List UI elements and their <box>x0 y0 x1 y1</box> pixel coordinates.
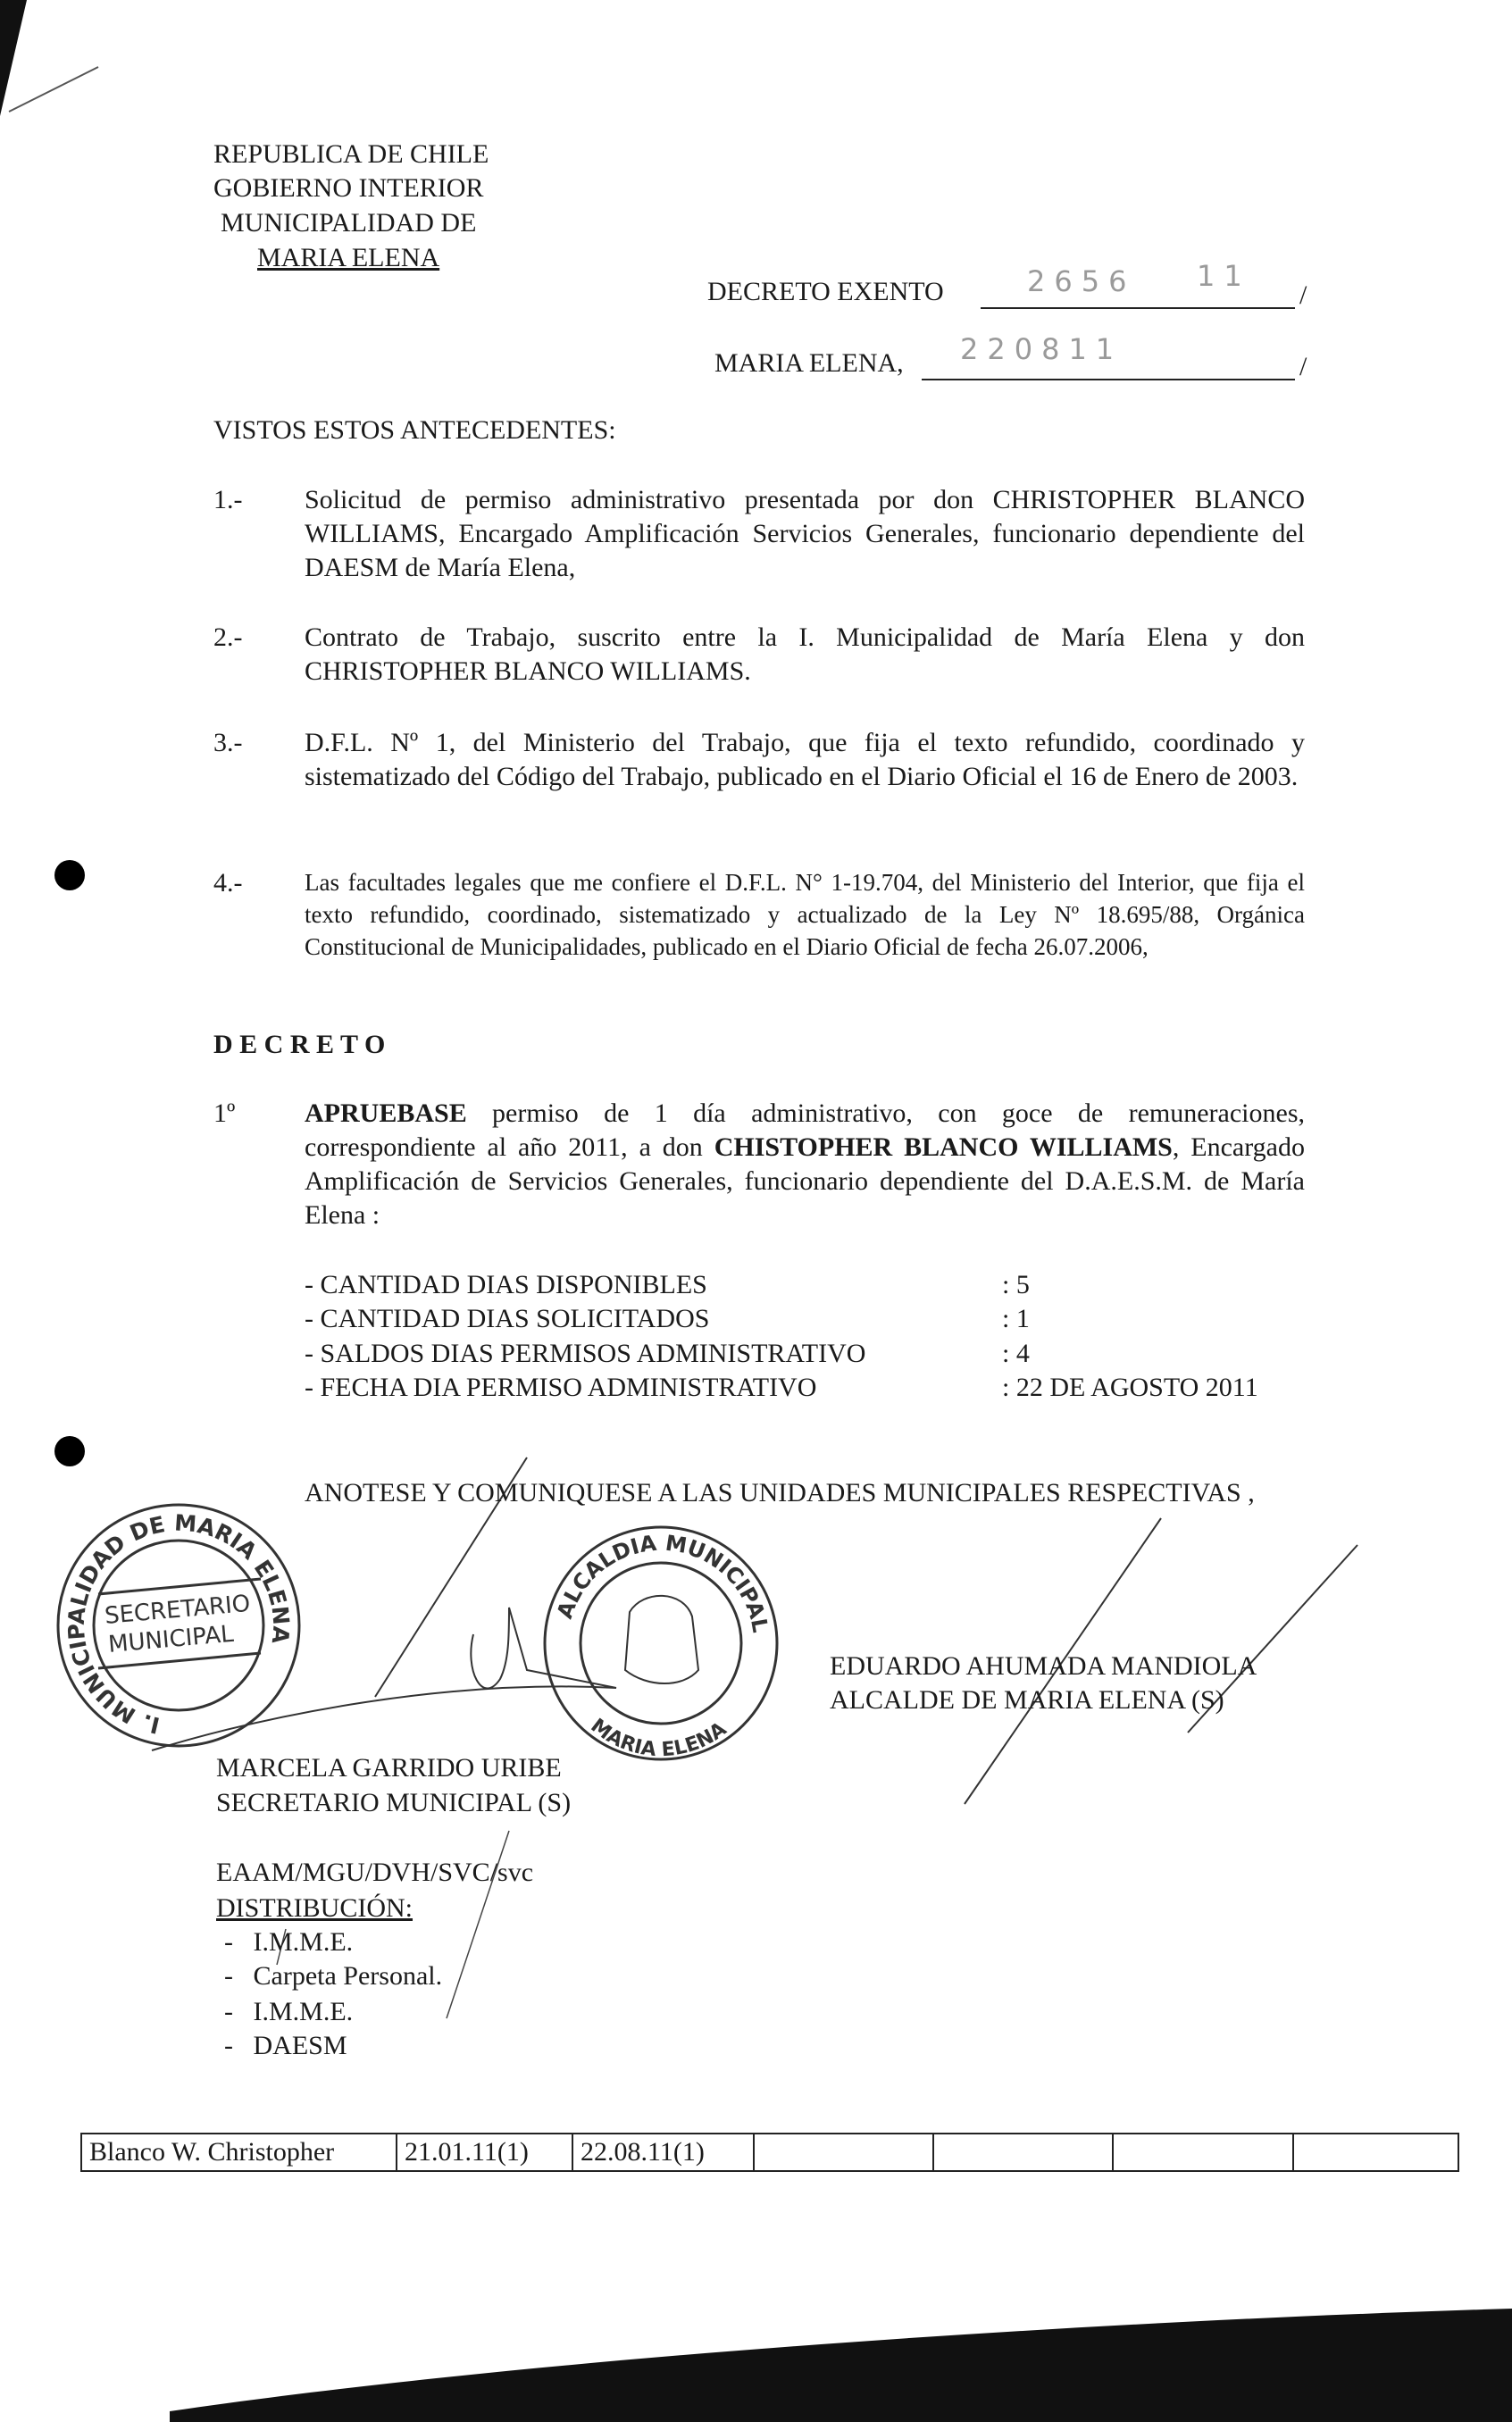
table-cell: 22.08.11(1) <box>572 2134 754 2171</box>
distribution-item: - DAESM <box>224 2031 347 2060</box>
mayor-stamp-ring-top: ALCALDIA MUNICIPAL <box>552 1530 773 1635</box>
decree-year: 11 <box>1197 259 1251 293</box>
detail-label: - SALDOS DIAS PERMISOS ADMINISTRATIVO <box>305 1339 866 1368</box>
slash: / <box>1299 280 1307 310</box>
mayor-stamp-ring-bottom: MARIA ELENA <box>586 1714 731 1762</box>
item-text: Solicitud de permiso administrativo presentada por don CHRISTOPHER BLANCO WILLIAMS, Encargado Amplificación Servicios Generales, funcionario dependiente del DAESM de María Elena, <box>305 485 1305 582</box>
detail-value-text: 1 <box>1015 1304 1030 1333</box>
decree-number-line <box>981 307 1295 309</box>
table-cell <box>754 2134 933 2171</box>
mayor-title: ALCALDE DE MARIA ELENA (S) <box>830 1685 1224 1715</box>
item-number: 1.- <box>213 485 243 514</box>
punch-hole <box>54 860 85 890</box>
detail-value: : 4 <box>1002 1339 1030 1368</box>
detail-label: - CANTIDAD DIAS SOLICITADOS <box>305 1304 710 1333</box>
article-number: 1º <box>213 1098 236 1128</box>
secretary-stamp-ring-text: I. MUNICIPALIDAD DE MARIA ELENA <box>63 1509 295 1739</box>
permit-record-table <box>80 2133 1459 2172</box>
slash: / <box>1299 352 1307 381</box>
article-bold-name: CHISTOPHER BLANCO WILLIAMS <box>714 1132 1173 1162</box>
distribution-item: - I.M.M.E. <box>224 1927 354 1957</box>
detail-value: : 5 <box>1002 1270 1030 1299</box>
distribution-item: - Carpeta Personal. <box>224 1961 443 1991</box>
item-number: 4.- <box>213 868 243 898</box>
place-label: MARIA ELENA, <box>714 348 904 378</box>
header-city: MARIA ELENA <box>257 243 440 272</box>
distribution-title: DISTRIBUCIÓN: <box>216 1893 414 1923</box>
article-text <box>305 1097 1305 1232</box>
header-municipality: MUNICIPALIDAD DE <box>221 208 477 238</box>
decree-label: DECRETO EXENTO <box>707 277 944 306</box>
initials: EAAM/MGU/DVH/SVC/svc <box>216 1858 534 1887</box>
detail-value: : 1 <box>1002 1304 1030 1333</box>
detail-label: - FECHA DIA PERMISO ADMINISTRATIVO <box>305 1373 817 1402</box>
table-cell: Blanco W. Christopher <box>81 2134 397 2171</box>
item-number: 2.- <box>213 622 243 652</box>
item-text: D.F.L. Nº 1, del Ministerio del Trabajo, que fija el texto refundido, coordinado y sistematizado del Código del Trabajo, publicado en el Diario Oficial el 16 de Enero de 2003. <box>305 728 1305 791</box>
table-row <box>81 2134 1458 2171</box>
table-cell <box>1293 2134 1458 2171</box>
article-bold-approve: APRUEBASE <box>305 1098 467 1128</box>
distribution-item: - I.M.M.E. <box>224 1997 354 2026</box>
detail-value-text: 22 DE AGOSTO 2011 <box>1015 1373 1258 1402</box>
distribution-item-text: DAESM <box>253 2031 347 2060</box>
vistos-title: VISTOS ESTOS ANTECEDENTES: <box>213 415 616 445</box>
header-government: GOBIERNO INTERIOR <box>213 173 484 203</box>
item-number: 3.- <box>213 728 243 757</box>
distribution-item-text: I.M.M.E. <box>253 1927 354 1957</box>
punch-hole <box>54 1436 85 1466</box>
decree-date: 220811 <box>960 332 1124 366</box>
detail-value-text: 5 <box>1015 1270 1030 1299</box>
item-text: Contrato de Trabajo, suscrito entre la I. Municipalidad de María Elena y don CHRISTOPHER BLANCO WILLIAMS. <box>305 622 1305 686</box>
header-country: REPUBLICA DE CHILE <box>213 139 489 169</box>
decreto-title: D E C R E T O <box>213 1030 386 1059</box>
table-cell <box>1113 2134 1293 2171</box>
date-line <box>922 379 1295 380</box>
decree-number: 2656 <box>1027 264 1136 298</box>
item-text: Las facultades legales que me confiere el D.F.L. N° 1-19.704, del Ministerio del Interior, que fija el texto refundido, coordinado, sistematizado y actualizado de la Ley Nº 18.695/88, Orgánica Constitucional de Municipalidades, publicado en el Diario Oficial de fecha 26.07.2006, <box>305 869 1305 960</box>
secretary-stamp-center-2: MUNICIPAL <box>106 1620 235 1658</box>
secretary-title: SECRETARIO MUNICIPAL (S) <box>216 1788 572 1817</box>
detail-value: : 22 DE AGOSTO 2011 <box>1002 1373 1258 1402</box>
detail-label: - CANTIDAD DIAS DISPONIBLES <box>305 1270 707 1299</box>
table-cell <box>933 2134 1113 2171</box>
detail-value-text: 4 <box>1015 1339 1030 1368</box>
secretary-stamp-center-1: SECRETARIO <box>103 1590 252 1630</box>
mayor-name: EDUARDO AHUMADA MANDIOLA <box>830 1651 1257 1681</box>
distribution-item-text: I.M.M.E. <box>253 1997 354 2026</box>
table-cell: 21.01.11(1) <box>397 2134 572 2171</box>
secretary-name: MARCELA GARRIDO URIBE <box>216 1753 562 1783</box>
article-text-2: , Encargado Amplificación de Servicios Generales, funcionario dependiente del D.A.E.S.M. de María Elena : <box>305 1132 1305 1230</box>
article-text-1: permiso de 1 día administrativo, con goce de remuneraciones, correspondiente al año 2011, a don <box>305 1098 1305 1162</box>
closing-text: ANOTESE Y COMUNIQUESE A LAS UNIDADES MUNICIPALES RESPECTIVAS , <box>305 1478 1255 1507</box>
distribution-item-text: Carpeta Personal. <box>253 1961 443 1991</box>
